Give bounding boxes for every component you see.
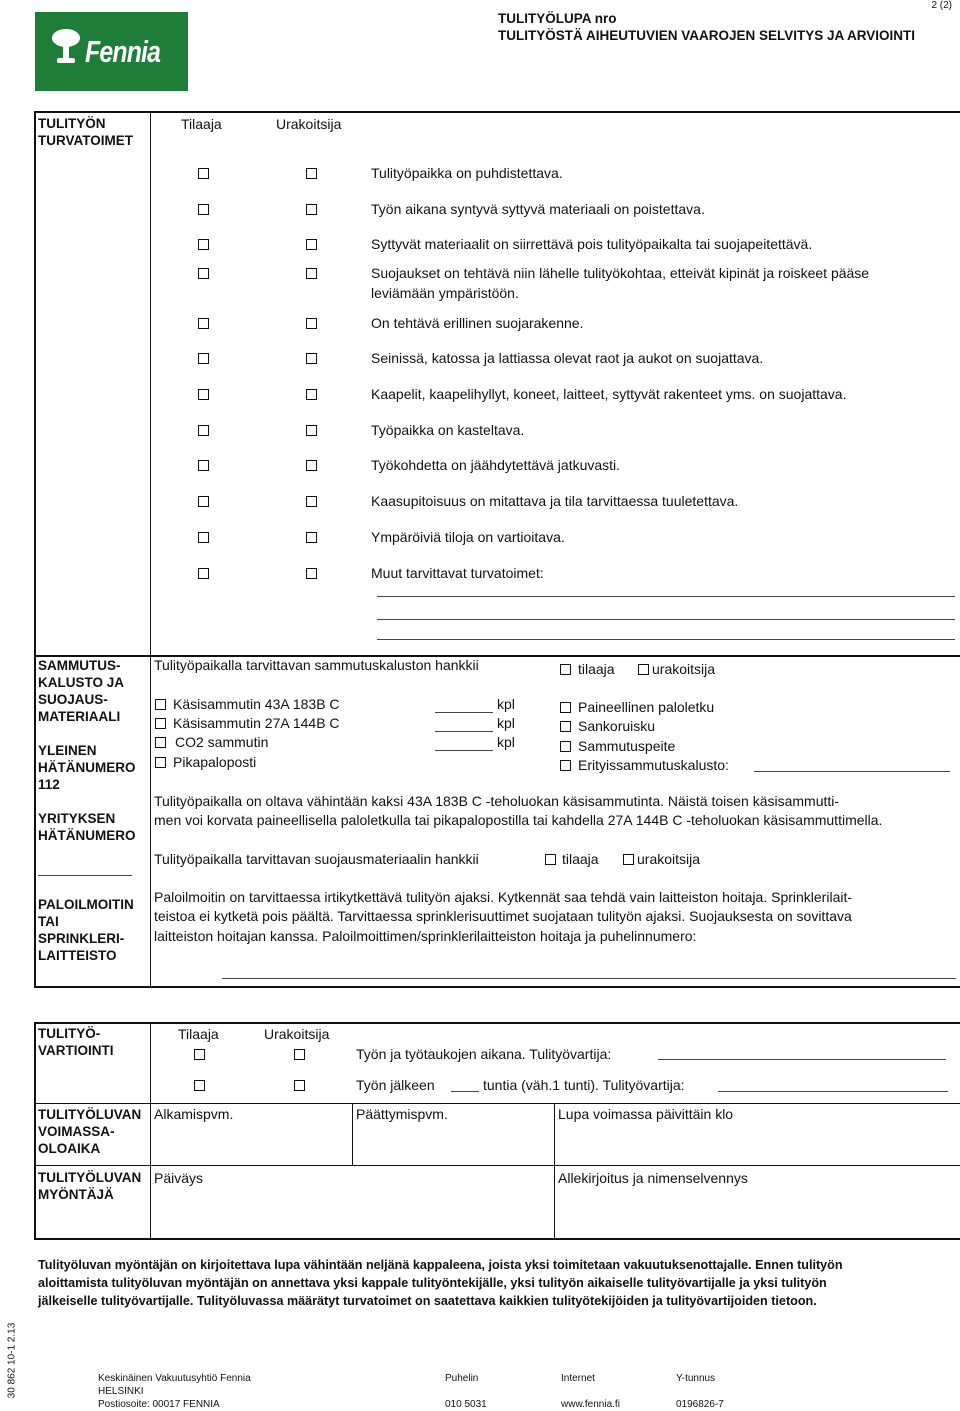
ext4-label: Pikapaloposti bbox=[173, 754, 257, 770]
signature-label[interactable]: Allekirjoitus ja nimenselvennys bbox=[558, 1170, 748, 1186]
safety-tilaaja-checkbox[interactable] bbox=[198, 425, 209, 436]
procure-tilaaja-checkbox[interactable] bbox=[560, 664, 571, 675]
column-divider bbox=[150, 111, 151, 988]
r3-label: Sammutuspeite bbox=[578, 738, 676, 754]
r1-label: Paineellinen paloletku bbox=[578, 699, 715, 715]
safety-tilaaja-checkbox[interactable] bbox=[198, 389, 209, 400]
company-emergency-number: YRITYKSEN HÄTÄNUMERO bbox=[38, 811, 136, 843]
safety-tilaaja-checkbox[interactable] bbox=[198, 239, 209, 250]
alarm-line-3: laitteiston hoitajan kanssa. Paloilmoittimen/sprinklerilaitteiston hoitaja ja puhelinnumero: bbox=[154, 928, 697, 944]
extinguish-heading: SAMMUTUS- KALUSTO JA SUOJAUS- MATERIAALI bbox=[38, 658, 125, 724]
safety-item: Suojaukset on tehtävä niin lähelle tulityökohtaa, etteivät kipinät ja roiskeet pääse bbox=[371, 265, 870, 281]
safety-item: Ympäröiviä tiloja on vartioitava. bbox=[371, 529, 565, 545]
end-date-label[interactable]: Päättymispvm. bbox=[356, 1106, 448, 1122]
safety-urakoitsija-checkbox[interactable] bbox=[306, 532, 317, 543]
watch-hours-field[interactable] bbox=[451, 1091, 479, 1092]
watch-row-2b: tuntia (väh.1 tunti). Tulityövartija: bbox=[483, 1077, 685, 1093]
daily-time-label[interactable]: Lupa voimassa päivittäin klo bbox=[558, 1106, 734, 1122]
safety-item: Työn aikana syntyvä syttyvä materiaali on poistettava. bbox=[371, 201, 705, 217]
safety-urakoitsija-checkbox[interactable] bbox=[306, 460, 317, 471]
footer-company: Keskinäinen Vakuutusyhtiö Fennia HELSINKI Postiosoite: 00017 FENNIA bbox=[98, 1373, 251, 1410]
protect-text: Tulityöpaikalla tarvittavan suojausmateriaalin hankkii bbox=[154, 851, 479, 867]
safety-tilaaja-checkbox[interactable] bbox=[198, 168, 209, 179]
alarm-heading: PALOILMOITIN TAI SPRINKLERI- LAITTEISTO bbox=[38, 897, 134, 963]
start-date-label[interactable]: Alkamispvm. bbox=[154, 1106, 234, 1122]
validity-col-1 bbox=[352, 1103, 353, 1165]
ext1-checkbox[interactable] bbox=[155, 699, 166, 710]
safety-item: Kaapelit, kaapelihyllyt, koneet, laitteet, syttyvät rakenteet yms. on suojattava. bbox=[371, 386, 847, 402]
safety-tilaaja-checkbox[interactable] bbox=[198, 268, 209, 279]
watch-row-1: Työn ja työtaukojen aikana. Tulityövartija: bbox=[356, 1046, 612, 1062]
ext4-checkbox[interactable] bbox=[155, 757, 166, 768]
watch-column-divider bbox=[150, 1022, 151, 1240]
ext3-count-field[interactable] bbox=[435, 750, 493, 751]
safety-tilaaja-checkbox[interactable] bbox=[198, 496, 209, 507]
form-code: 30 862 10-1 2.13 bbox=[6, 1322, 18, 1399]
r4-checkbox[interactable] bbox=[560, 760, 571, 771]
safety-tilaaja-checkbox[interactable] bbox=[198, 568, 209, 579]
ext1-label: Käsisammutin 43A 183B C bbox=[173, 696, 340, 712]
tree-icon bbox=[49, 28, 83, 68]
safety-urakoitsija-checkbox[interactable] bbox=[306, 204, 317, 215]
watch2-guard-field[interactable] bbox=[718, 1091, 948, 1092]
procure-text: Tulityöpaikalla tarvittavan sammutuskaluston hankkii bbox=[154, 657, 479, 673]
col-tilaaja: Tilaaja bbox=[181, 116, 222, 132]
safety-urakoitsija-checkbox[interactable] bbox=[306, 496, 317, 507]
safety-urakoitsija-checkbox[interactable] bbox=[306, 389, 317, 400]
r1-checkbox[interactable] bbox=[560, 702, 571, 713]
watch1-guard-field[interactable] bbox=[658, 1059, 946, 1060]
safety-urakoitsija-checkbox[interactable] bbox=[306, 425, 317, 436]
ext2-count-field[interactable] bbox=[435, 731, 493, 732]
logo-text: Fennia bbox=[85, 34, 161, 69]
safety-item: Seinissä, katossa ja lattiassa olevat raot ja aukot on suojattava. bbox=[371, 350, 764, 366]
footer-phone: Puhelin 010 5031 bbox=[445, 1373, 487, 1410]
ext1-kpl: kpl bbox=[497, 696, 515, 712]
watch-divider bbox=[34, 1103, 960, 1104]
safety-urakoitsija-checkbox[interactable] bbox=[306, 168, 317, 179]
r3-checkbox[interactable] bbox=[560, 741, 571, 752]
safety-item-cont: leviämään ympäristöön. bbox=[371, 285, 519, 301]
ext3-checkbox[interactable] bbox=[155, 737, 166, 748]
grantor-heading: TULITYÖLUVAN MYÖNTÄJÄ bbox=[38, 1170, 142, 1202]
safety-item: On tehtävä erillinen suojarakenne. bbox=[371, 315, 584, 331]
note-line-1: Tulityöpaikalla on oltava vähintään kaksi 43A 183B C -teholuokan käsisammutinta. Näistä toisen käsisammutti- bbox=[154, 793, 840, 809]
validity-divider bbox=[34, 1165, 960, 1166]
safety-tilaaja-checkbox[interactable] bbox=[198, 204, 209, 215]
other-measures-line-2[interactable] bbox=[377, 619, 955, 620]
special-equipment-field[interactable] bbox=[754, 771, 950, 772]
alarm-line-2: teistoa ei kytketä pois päältä. Tarvittaessa sprinklerisuuttimet suojataan tulityön ajaksi. Suojauksesta on sovittava bbox=[154, 908, 852, 924]
protect-urakoitsija-checkbox[interactable] bbox=[623, 854, 634, 865]
form-title: TULITYÖLUPA nro bbox=[498, 11, 617, 26]
watch2-tilaaja-checkbox[interactable] bbox=[194, 1080, 205, 1091]
protect-tilaaja-checkbox[interactable] bbox=[545, 854, 556, 865]
footnote: Tulityöluvan myöntäjän on kirjoitettava lupa vähintään neljänä kappaleena, joista yksi toimitetaan vakuutuksenottajalle. Ennen tulityön aloittamista tulityöluvan myöntäjän on annettava yksi kappale tulityöntekijälle, yksi tulityön aikaiselle tulityövartijalle ja yksi tulityön jälkeiselle tulityövartijalle. Tulityöluvassa määrätyt turvatoimet on saatettava kaikkien tulityötekijöiden ja tulityövartijoiden tietoon. bbox=[38, 1258, 843, 1308]
watch1-urakoitsija-checkbox[interactable] bbox=[294, 1049, 305, 1060]
other-measures-line-1[interactable] bbox=[377, 596, 955, 597]
safety-item: Työkohdetta on jäähdytettävä jatkuvasti. bbox=[371, 457, 621, 473]
ext1-count-field[interactable] bbox=[435, 712, 493, 713]
form-subtitle: TULITYÖSTÄ AIHEUTUVIEN VAAROJEN SELVITYS JA ARVIOINTI bbox=[498, 28, 916, 43]
note-line-2: men voi korvata paineellisella paloletkulla tai pikapalopostilla tai kahdella 27A 144B C -teholuokan käsisammuttimella. bbox=[154, 812, 883, 828]
page-number: 2 (2) bbox=[931, 0, 952, 11]
alarm-line-1: Paloilmoitin on tarvittaessa irtikytkettävä tulityön ajaksi. Kytkennät saa tehdä vain laitteiston hoitaja. Sprinklerilait- bbox=[154, 889, 853, 905]
safety-urakoitsija-checkbox[interactable] bbox=[306, 268, 317, 279]
validity-col-2 bbox=[554, 1103, 555, 1240]
safety-item: Muut tarvittavat turvatoimet: bbox=[371, 565, 544, 581]
footer-business-id: Y-tunnus 0196826-7 bbox=[676, 1373, 724, 1410]
general-emergency-number: YLEINEN HÄTÄNUMERO 112 bbox=[38, 743, 136, 792]
r2-checkbox[interactable] bbox=[560, 721, 571, 732]
safety-item: Kaasupitoisuus on mitattava ja tila tarvittaessa tuuletettava. bbox=[371, 493, 739, 509]
company-emergency-number-field[interactable] bbox=[38, 875, 132, 876]
ext2-kpl: kpl bbox=[497, 715, 515, 731]
validity-heading: TULITYÖLUVAN VOIMASSA- OLOAIKA bbox=[38, 1107, 142, 1156]
date-label[interactable]: Päiväys bbox=[154, 1170, 204, 1186]
watch-row-2a: Työn jälkeen bbox=[356, 1077, 435, 1093]
alarm-contact-field[interactable] bbox=[222, 978, 956, 979]
procure-urakoitsija-checkbox[interactable] bbox=[638, 664, 649, 675]
safety-urakoitsija-checkbox[interactable] bbox=[306, 353, 317, 364]
ext3-kpl: kpl bbox=[497, 734, 515, 750]
safety-heading: TULITYÖN TURVATOIMET bbox=[38, 116, 134, 148]
footer-web: Internet www.fennia.fi bbox=[561, 1373, 620, 1410]
protect-urakoitsija-label: urakoitsija bbox=[637, 851, 701, 867]
fennia-logo bbox=[35, 12, 188, 91]
safety-urakoitsija-checkbox[interactable] bbox=[306, 568, 317, 579]
watch-col-tilaaja: Tilaaja bbox=[178, 1026, 219, 1042]
protect-tilaaja-label: tilaaja bbox=[562, 851, 599, 867]
ext3-label: CO2 sammutin bbox=[175, 734, 269, 750]
safety-tilaaja-checkbox[interactable] bbox=[198, 532, 209, 543]
safety-tilaaja-checkbox[interactable] bbox=[198, 460, 209, 471]
col-urakoitsija: Urakoitsija bbox=[276, 116, 342, 132]
safety-urakoitsija-checkbox[interactable] bbox=[306, 318, 317, 329]
ext2-checkbox[interactable] bbox=[155, 718, 166, 729]
other-measures-line-3[interactable] bbox=[377, 639, 955, 640]
procure-urakoitsija-label: urakoitsija bbox=[652, 661, 716, 677]
r4-label: Erityissammutuskalusto: bbox=[578, 757, 729, 773]
safety-urakoitsija-checkbox[interactable] bbox=[306, 239, 317, 250]
watch1-tilaaja-checkbox[interactable] bbox=[194, 1049, 205, 1060]
procure-tilaaja-label: tilaaja bbox=[578, 661, 615, 677]
safety-item: Syttyvät materiaalit on siirrettävä pois tulityöpaikalta tai suojapeitettävä. bbox=[371, 236, 813, 252]
safety-item: Tulityöpaikka on puhdistettava. bbox=[371, 165, 563, 181]
safety-item: Työpaikka on kasteltava. bbox=[371, 422, 525, 438]
ext2-label: Käsisammutin 27A 144B C bbox=[173, 715, 340, 731]
safety-tilaaja-checkbox[interactable] bbox=[198, 353, 209, 364]
safety-tilaaja-checkbox[interactable] bbox=[198, 318, 209, 329]
watch-heading: TULITYÖ- VARTIOINTI bbox=[38, 1026, 114, 1058]
watch2-urakoitsija-checkbox[interactable] bbox=[294, 1080, 305, 1091]
r2-label: Sankoruisku bbox=[578, 718, 656, 734]
watch-col-urakoitsija: Urakoitsija bbox=[264, 1026, 330, 1042]
